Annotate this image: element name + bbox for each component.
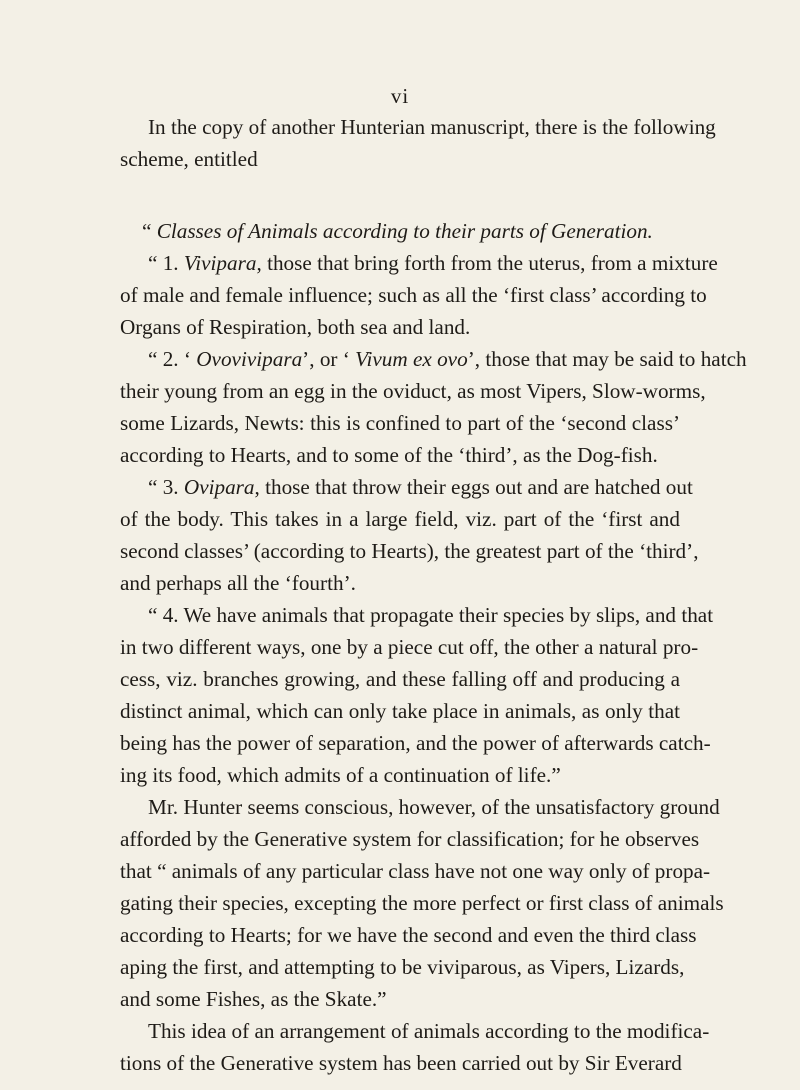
italic-term: Ovovivipara <box>196 347 303 371</box>
text-run: “ 3. <box>148 475 184 499</box>
text-line <box>120 378 706 405</box>
text-run: being has the power of separation, and the power of afterwards catch- <box>120 731 711 755</box>
italic-term: Classes of Animals according to their parts of Generation. <box>156 219 653 243</box>
scheme-heading <box>142 218 680 245</box>
italic-term: Ovipara <box>183 475 255 499</box>
text-run: “ 4. We have animals that propagate their species by slips, and that <box>148 603 714 627</box>
text-line <box>120 410 680 437</box>
text-line <box>120 986 680 1013</box>
text-run: second classes’ (according to Hearts), the greatest part of the ‘third’, <box>120 539 699 563</box>
text-line <box>148 346 747 373</box>
italic-term: Vivipara <box>183 251 257 275</box>
text-run: of male and female influence; such as all the ‘first class’ according to <box>120 283 707 307</box>
text-run: and some Fishes, as the Skate.” <box>120 987 387 1011</box>
text-line <box>120 538 699 565</box>
text-run: “ 1. <box>148 251 184 275</box>
text-run: in two different ways, one by a piece cut off, the other a natural pro- <box>120 635 699 659</box>
text-run: ’, those that may be said to hatch <box>467 347 747 371</box>
text-line <box>120 762 680 789</box>
text-line <box>120 698 680 725</box>
text-run: according to Hearts; for we have the second and even the third class <box>120 923 697 947</box>
text-run: Organs of Respiration, both sea and land. <box>120 315 471 339</box>
text-run: ing its food, which admits of a continuation of life.” <box>120 763 561 787</box>
text-run: tions of the Generative system has been carried out by Sir Everard <box>120 1051 682 1075</box>
page-number: vi <box>390 84 410 108</box>
text-line <box>120 282 707 309</box>
text-run: their young from an egg in the oviduct, as most Vipers, Slow-worms, <box>120 379 706 403</box>
text-run: “ 2. ‘ <box>148 347 197 371</box>
text-line <box>148 250 718 277</box>
text-run: of the body. This takes in a large field, viz. part of the ‘first and <box>120 507 680 531</box>
text-run: scheme, entitled <box>120 147 258 171</box>
text-run: In the copy of another Hunterian manuscript, there is the following <box>148 115 716 139</box>
text-line <box>120 666 680 693</box>
text-run: “ <box>142 219 157 243</box>
text-line <box>120 442 680 469</box>
text-run: aping the first, and attempting to be viviparous, as Vipers, Lizards, <box>120 955 685 979</box>
text-run: cess, viz. branches growing, and these falling off and producing a <box>120 667 680 691</box>
text-line <box>120 922 697 949</box>
text-line <box>120 730 711 757</box>
text-run: distinct animal, which can only take place in animals, as only that <box>120 699 680 723</box>
text-line <box>148 1018 710 1045</box>
italic-term: Vivum ex ovo <box>355 347 468 371</box>
text-line <box>120 314 680 341</box>
text-line <box>120 826 700 853</box>
text-run: , those that bring forth from the uterus, from a mixture <box>256 251 718 275</box>
text-line <box>120 890 724 917</box>
text-line <box>120 634 699 661</box>
text-line <box>148 794 720 821</box>
text-run: and perhaps all the ‘fourth’. <box>120 571 356 595</box>
text-run: according to Hearts, and to some of the ‘third’, as the Dog-fish. <box>120 443 658 467</box>
text-line <box>120 858 711 885</box>
text-run: ’, or ‘ <box>302 347 356 371</box>
text-run: , those that throw their eggs out and are hatched out <box>254 475 693 499</box>
text-line <box>120 506 680 533</box>
text-line <box>120 146 680 173</box>
text-run: some Lizards, Newts: this is confined to part of the ‘second class’ <box>120 411 680 435</box>
text-line <box>148 474 693 501</box>
text-line <box>120 1050 680 1077</box>
text-run: gating their species, excepting the more perfect or first class of animals <box>120 891 724 915</box>
text-line <box>148 114 716 141</box>
text-run: Mr. Hunter seems conscious, however, of the unsatisfactory ground <box>148 795 720 819</box>
text-line <box>120 954 685 981</box>
text-run: This idea of an arrangement of animals according to the modifica- <box>148 1019 710 1043</box>
text-line <box>120 570 680 597</box>
text-run: that “ animals of any particular class have not one way only of propa- <box>120 859 711 883</box>
text-run: afforded by the Generative system for classification; for he observes <box>120 827 700 851</box>
text-line <box>148 602 714 629</box>
